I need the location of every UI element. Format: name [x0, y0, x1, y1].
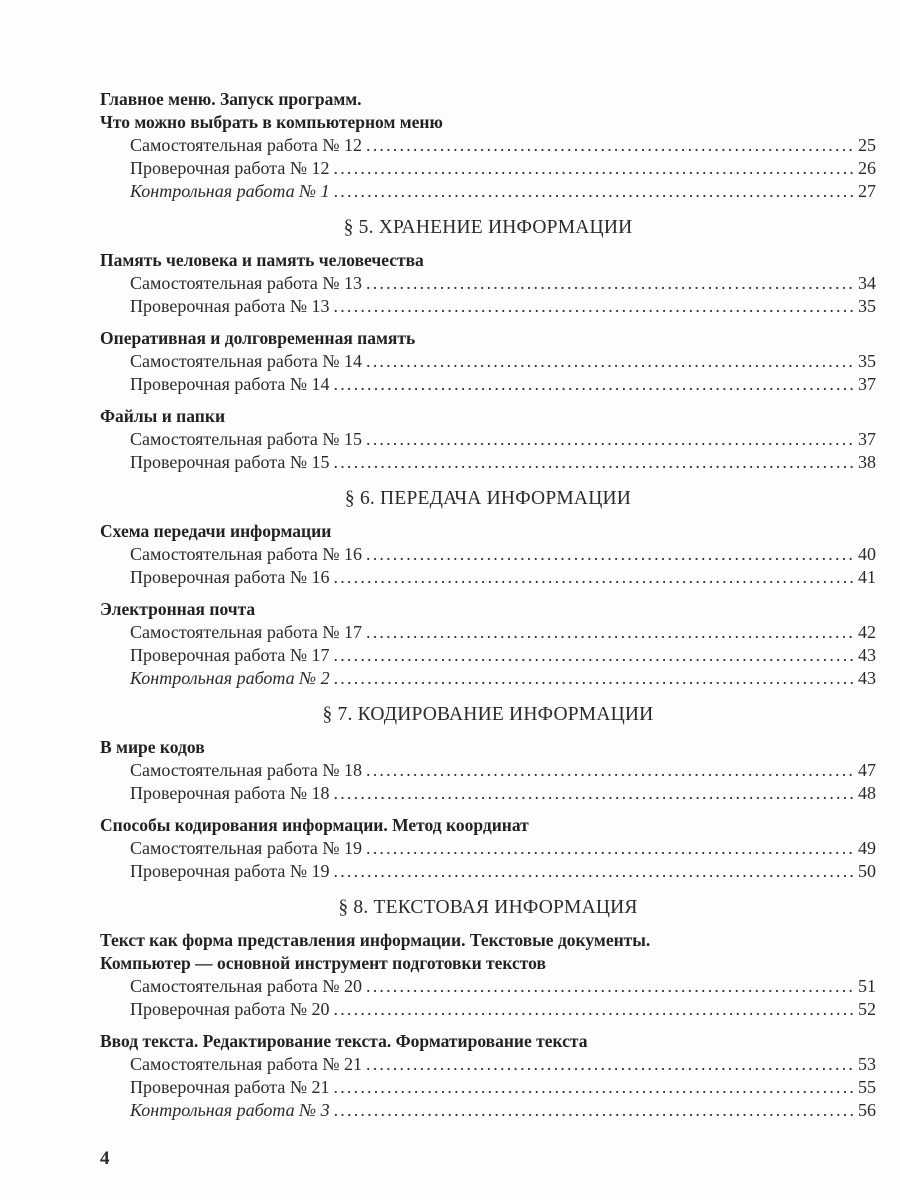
entry-page: 53 — [858, 1054, 876, 1074]
dot-leader — [334, 451, 854, 474]
toc-entry — [130, 451, 876, 474]
topic-heading: В мире кодов — [100, 737, 205, 757]
section-title: § 6. ПЕРЕДАЧА ИНФОРМАЦИИ — [344, 488, 632, 509]
entry-page: 26 — [858, 158, 876, 178]
toc-entry — [130, 782, 876, 805]
entry-page: 43 — [858, 645, 876, 665]
section-title: § 7. КОДИРОВАНИЕ ИНФОРМАЦИИ — [322, 704, 654, 725]
entry-label: Контрольная работа № 1 — [130, 181, 330, 201]
dot-leader — [366, 621, 854, 644]
entry-page: 35 — [858, 296, 876, 316]
toc-entry — [130, 860, 876, 883]
entry-label: Самостоятельная работа № 15 — [130, 429, 362, 449]
entry-label: Контрольная работа № 2 — [130, 668, 330, 688]
topic-heading: Что можно выбрать в компьютерном меню — [100, 112, 443, 132]
entry-label: Самостоятельная работа № 13 — [130, 273, 362, 293]
entry-page: 43 — [858, 668, 876, 688]
toc-entry — [130, 1053, 876, 1076]
dot-leader — [366, 350, 854, 373]
toc-entry — [130, 134, 876, 157]
entry-label: Самостоятельная работа № 14 — [130, 351, 362, 371]
entry-page: 35 — [858, 351, 876, 371]
entry-page: 47 — [858, 760, 876, 780]
entry-label: Самостоятельная работа № 20 — [130, 976, 362, 996]
toc-entry — [130, 998, 876, 1021]
toc-entry — [130, 350, 876, 373]
topic-heading: Главное меню. Запуск программ. — [100, 89, 362, 109]
entry-label: Проверочная работа № 12 — [130, 158, 330, 178]
entry-page: 37 — [858, 429, 876, 449]
entry-page: 37 — [858, 374, 876, 394]
dot-leader — [366, 975, 854, 998]
entry-page: 27 — [858, 181, 876, 201]
toc-entry — [130, 759, 876, 782]
dot-leader — [366, 837, 854, 860]
entry-page: 42 — [858, 622, 876, 642]
entry-page: 49 — [858, 838, 876, 858]
dot-leader — [366, 428, 854, 451]
entry-page: 41 — [858, 567, 876, 587]
dot-leader — [334, 566, 854, 589]
entry-page: 56 — [858, 1100, 876, 1120]
toc-entry — [130, 543, 876, 566]
entry-label: Самостоятельная работа № 17 — [130, 622, 362, 642]
topic-heading: Компьютер — основной инструмент подготовки текстов — [100, 953, 546, 973]
entry-page: 40 — [858, 544, 876, 564]
dot-leader — [334, 295, 854, 318]
entry-label: Проверочная работа № 21 — [130, 1077, 330, 1097]
dot-leader — [334, 782, 854, 805]
entry-label: Проверочная работа № 15 — [130, 452, 330, 472]
entry-label: Самостоятельная работа № 12 — [130, 135, 362, 155]
entry-page: 51 — [858, 976, 876, 996]
entry-label: Самостоятельная работа № 18 — [130, 760, 362, 780]
entry-label: Проверочная работа № 20 — [130, 999, 330, 1019]
section-title: § 5. ХРАНЕНИЕ ИНФОРМАЦИИ — [343, 217, 633, 238]
section-title: § 8. ТЕКСТОВАЯ ИНФОРМАЦИЯ — [338, 897, 638, 918]
toc-entry — [130, 295, 876, 318]
toc-entry — [130, 180, 876, 203]
topic-heading: Способы кодирования информации. Метод координат — [100, 815, 529, 835]
toc-entry — [130, 667, 876, 690]
topic-heading: Ввод текста. Редактирование текста. Форматирование текста — [100, 1031, 588, 1051]
toc-entry — [130, 621, 876, 644]
dot-leader — [334, 667, 854, 690]
toc-entry — [130, 157, 876, 180]
table-of-contents — [100, 88, 876, 1122]
entry-page: 55 — [858, 1077, 876, 1097]
toc-entry — [130, 566, 876, 589]
toc-entry — [130, 1099, 876, 1122]
dot-leader — [334, 860, 854, 883]
entry-label: Самостоятельная работа № 21 — [130, 1054, 362, 1074]
topic-heading: Оперативная и долговременная память — [100, 328, 416, 348]
dot-leader — [366, 134, 854, 157]
toc-entry — [130, 428, 876, 451]
topic-heading: Файлы и папки — [100, 406, 226, 426]
entry-label: Самостоятельная работа № 19 — [130, 838, 362, 858]
toc-entry — [130, 644, 876, 667]
dot-leader — [366, 543, 854, 566]
entry-label: Проверочная работа № 17 — [130, 645, 330, 665]
dot-leader — [366, 759, 854, 782]
entry-label: Проверочная работа № 19 — [130, 861, 330, 881]
topic-heading: Память человека и память человечества — [100, 250, 424, 270]
topic-heading: Текст как форма представления информации. Текстовые документы. — [100, 930, 651, 950]
entry-page: 48 — [858, 783, 876, 803]
page-number: 4 — [100, 1148, 110, 1169]
entry-label: Проверочная работа № 18 — [130, 783, 330, 803]
toc-entry — [130, 373, 876, 396]
topic-heading: Схема передачи информации — [100, 521, 332, 541]
entry-label: Проверочная работа № 16 — [130, 567, 330, 587]
entry-label: Контрольная работа № 3 — [130, 1100, 330, 1120]
dot-leader — [334, 998, 854, 1021]
dot-leader — [366, 272, 854, 295]
entry-page: 52 — [858, 999, 876, 1019]
dot-leader — [334, 1076, 854, 1099]
dot-leader — [334, 644, 854, 667]
toc-entry — [130, 837, 876, 860]
toc-entry — [130, 272, 876, 295]
dot-leader — [334, 373, 854, 396]
topic-heading: Электронная почта — [100, 599, 256, 619]
dot-leader — [334, 1099, 854, 1122]
entry-page: 25 — [858, 135, 876, 155]
dot-leader — [334, 157, 854, 180]
entry-label: Проверочная работа № 13 — [130, 296, 330, 316]
entry-page: 38 — [858, 452, 876, 472]
dot-leader — [366, 1053, 854, 1076]
toc-entry — [130, 1076, 876, 1099]
toc-entry — [130, 975, 876, 998]
entry-page: 34 — [858, 273, 876, 293]
dot-leader — [334, 180, 854, 203]
entry-label: Проверочная работа № 14 — [130, 374, 330, 394]
entry-page: 50 — [858, 861, 876, 881]
entry-label: Самостоятельная работа № 16 — [130, 544, 362, 564]
